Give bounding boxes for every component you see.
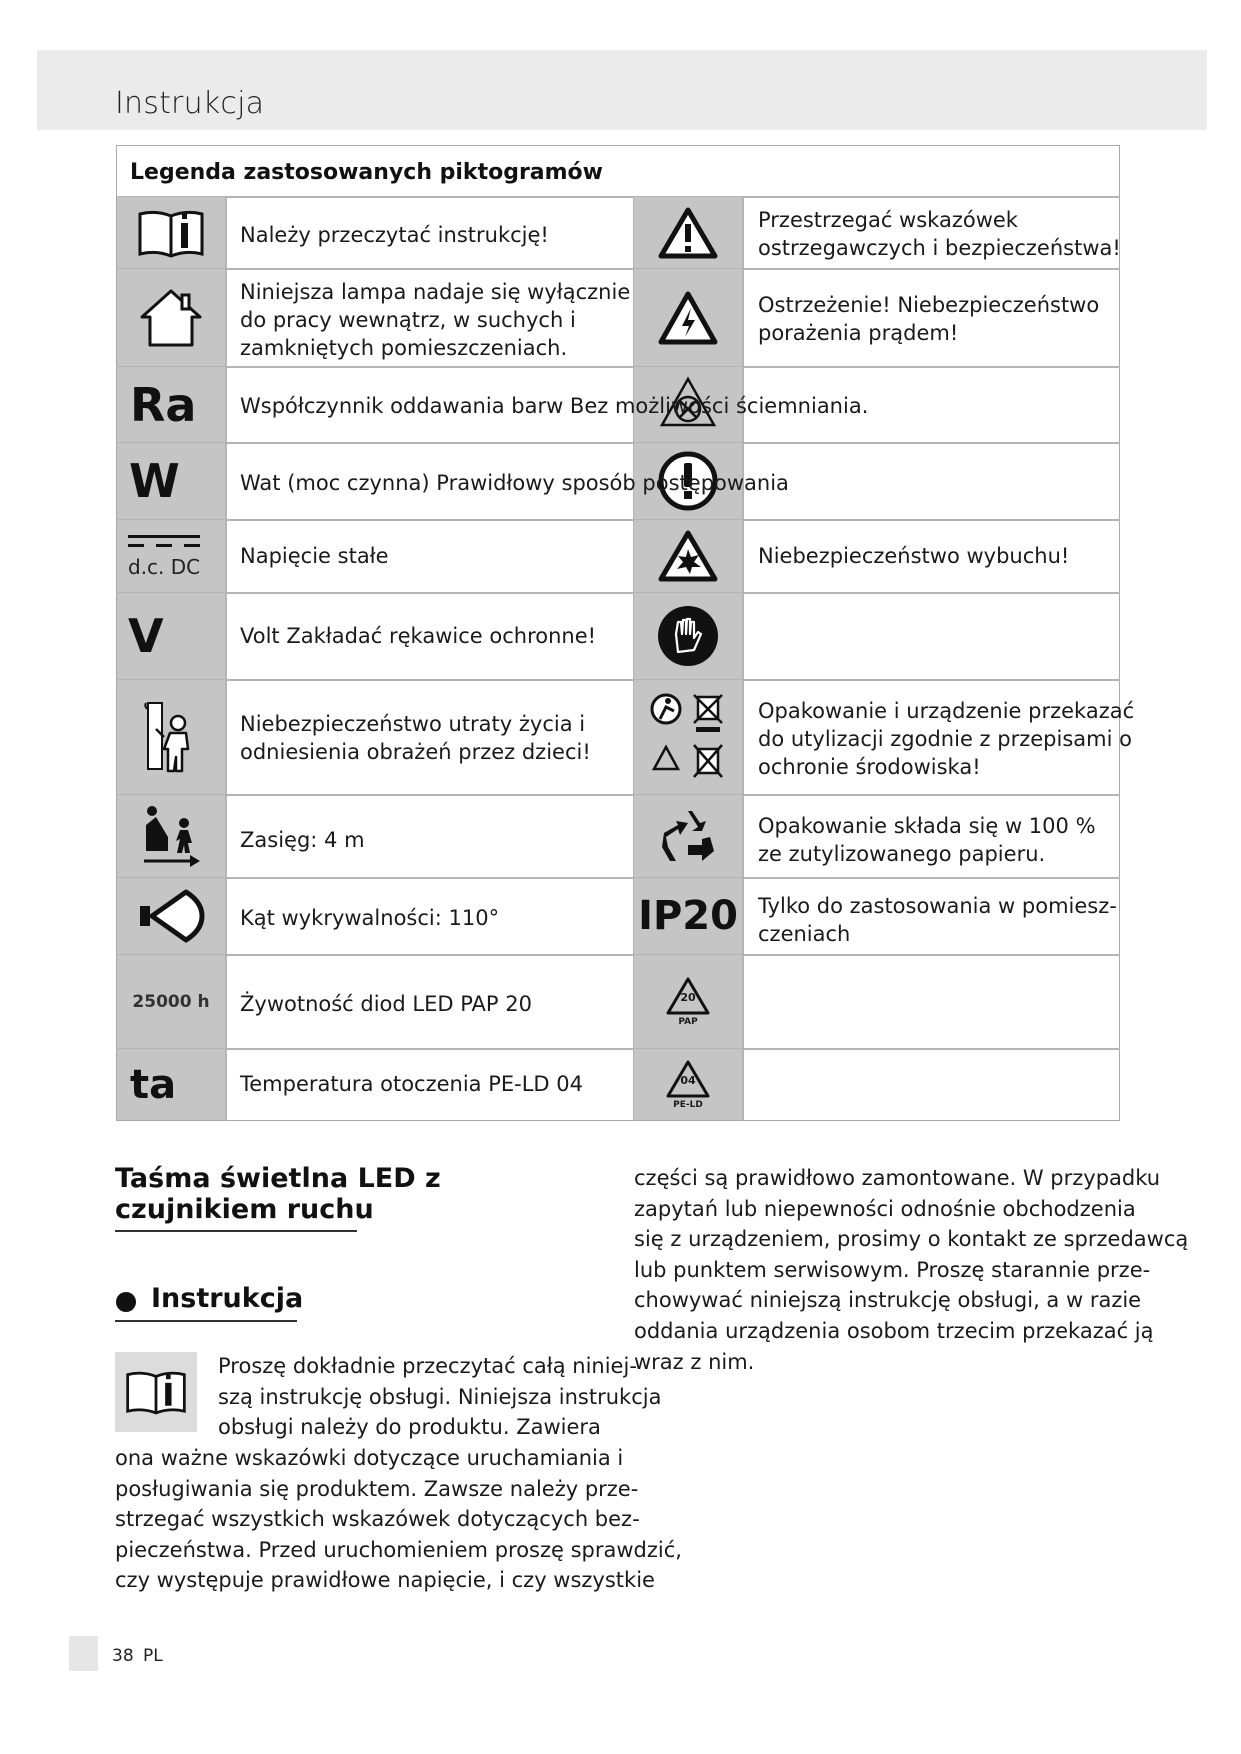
subsection-title-underline [115, 1320, 297, 1322]
legend-row-9-left-icon-cell [117, 955, 225, 1048]
explosion-warning-icon [657, 529, 719, 583]
legend-row-1-right-icon-cell [634, 269, 742, 366]
dc-icon [128, 533, 200, 549]
subsection-title: Instrukcja [151, 1283, 304, 1314]
book-info-icon [136, 206, 206, 260]
recycling-code-icon [664, 1058, 712, 1112]
paragraph-line: czy występuje prawidłowe napięcie, i czy wszystkie [115, 1568, 655, 1593]
recycled-paper-icon [658, 807, 718, 865]
paragraph-line: posługiwania się produktem. Zawsze należy prze- [115, 1476, 639, 1501]
paragraph-line: obsługi należy do produktu. Zawiera [218, 1415, 601, 1440]
legend-row-1-right-line-0: Ostrzeżenie! Niebezpieczeństwo [758, 293, 1100, 317]
legend-title: Legenda zastosowanych piktogramów [130, 160, 603, 185]
legend-row-8-right-icon-cell [634, 878, 742, 954]
legend-row-10-left-line-0: Temperatura otoczenia PE-LD 04 [240, 1072, 583, 1096]
legend-row-8-right-line-0: Tylko do zastosowania w pomiesz- [758, 894, 1117, 918]
ra-symbol: Ra [130, 377, 197, 432]
page-footer [112, 1646, 163, 1666]
legend-row-6-right-line-2: ochronie środowiska! [758, 755, 981, 779]
recycling-code-number: 20 [680, 990, 696, 1004]
legend-row-6-right-line-1: do utylizacji zgodnie z przepisami o [758, 727, 1132, 751]
recycling-code-label: PE-LD [673, 1099, 703, 1110]
watt-symbol: W [129, 454, 180, 508]
paragraph-line: Proszę dokładnie przeczytać całą niniej- [218, 1354, 637, 1378]
legend-row-5-left-line-0: Volt Zakładać rękawice ochronne! [240, 624, 597, 648]
legend-row-6-right-line-0: Opakowanie i urządzenie przekazać [758, 699, 1135, 723]
protective-gloves-icon [656, 604, 720, 668]
section-title-underline [115, 1230, 357, 1232]
recycling-code-icon [664, 975, 712, 1029]
legend-row-2-left-icon-cell [117, 367, 225, 442]
legend-row-7-right-line-1: ze zutylizowanego papieru. [758, 842, 1046, 866]
bullet-icon [116, 1292, 136, 1312]
legend-row-0-right-line-0: Przestrzegać wskazówek [758, 208, 1018, 232]
legend-row-0-left-icon-cell [117, 197, 225, 268]
paragraph-line: chowywać niniejszą instrukcję obsługi, a w razie [634, 1288, 1142, 1313]
paragraph-line: się z urządzeniem, prosimy o kontakt ze sprzedawcą [634, 1227, 1189, 1252]
paragraph-col1-top [218, 1351, 661, 1443]
legend-row-7-right-line-0: Opakowanie składa się w 100 % [758, 814, 1096, 838]
legend-row-3-left-line-0: Wat (moc czynna) Prawidłowy sposób postępowania [240, 471, 789, 495]
paragraph-line: części są prawidłowo zamontowane. W przypadku [634, 1166, 1161, 1190]
legend-row-1-left-line-2: zamkniętych pomieszczeniach. [240, 336, 568, 360]
dc-symbol-label: d.c. DC [128, 555, 201, 579]
disposal-recycling-icon [648, 689, 728, 785]
electric-shock-warning-icon [657, 290, 719, 346]
legend-row-7-right-icon-cell [634, 795, 742, 877]
legend-row-8-right-line-1: czeniach [758, 922, 851, 946]
legend-row-9-right-icon-cell [634, 955, 742, 1048]
legend-row-4-left-line-0: Napięcie stałe [240, 544, 389, 568]
legend-row-1-left-line-0: Niniejsza lampa nadaje się wyłącznie [240, 280, 631, 304]
paragraph-col1-bottom [115, 1443, 682, 1596]
language-code: PL [143, 1646, 163, 1666]
section-title [115, 1163, 441, 1225]
legend-row-0-right-icon-cell [634, 197, 742, 268]
legend-row-1-left-icon-cell [117, 269, 225, 366]
legend-row-6-left-line-1: odniesienia obrażeń przez dzieci! [240, 740, 591, 764]
legend-row-7-left-line-0: Zasięg: 4 m [240, 828, 365, 852]
book-info-icon [124, 1367, 188, 1417]
legend-row-8-left-icon-cell [117, 878, 225, 954]
legend-row-10-left-icon-cell [117, 1049, 225, 1120]
paragraph-line: ona ważne wskazówki dotyczące uruchamiania i [115, 1446, 624, 1470]
section-title-line-0: Taśma świetlna LED z [115, 1163, 441, 1194]
paragraph-line: szą instrukcję obsługi. Niniejsza instrukcja [218, 1384, 662, 1409]
paragraph-line: zapytań lub niepewności odnośnie obchodzenia [634, 1196, 1136, 1221]
legend-row-0-left-line-0: Należy przeczytać instrukcję! [240, 223, 549, 247]
paragraph-line: pieczeństwa. Przed uruchomieniem proszę sprawdzić, [115, 1537, 682, 1562]
paragraph-line: oddania urządzenia osobom trzecim przekazać ją [634, 1318, 1154, 1343]
detection-angle-icon [136, 888, 206, 944]
legend-row-1-left-line-1: do pracy wewnątrz, w suchych i [240, 308, 576, 332]
volt-symbol: V [128, 609, 164, 663]
lifetime-symbol: 25000 h [132, 991, 210, 1012]
legend-row-1-right-line-1: porażenia prądem! [758, 321, 959, 345]
detection-range-icon [140, 803, 202, 869]
recycling-code-number: 04 [680, 1073, 696, 1087]
legend-row-3-left-icon-cell [117, 443, 225, 519]
ta-symbol: ta [130, 1061, 177, 1108]
legend-row-4-right-icon-cell [634, 520, 742, 592]
legend-row-6-left-line-0: Niebezpieczeństwo utraty życia i [240, 712, 586, 736]
recycling-code-label: PAP [678, 1016, 698, 1027]
instruction-book-icon-box [115, 1352, 197, 1432]
section-title-line-1: czujnikiem ruchu [115, 1194, 374, 1225]
warning-triangle-icon [657, 206, 719, 260]
paragraph-line: wraz z nim. [634, 1349, 755, 1374]
legend-row-7-left-icon-cell [117, 795, 225, 877]
legend-row-4-right-line-0: Niebezpieczeństwo wybuchu! [758, 544, 1070, 568]
legend-row-6-right-icon-cell [634, 680, 742, 794]
paragraph-col2 [634, 1163, 1188, 1377]
legend-row-6-left-icon-cell [117, 680, 225, 794]
legend-row-0-right-line-1: ostrzegawczych i bezpieczeństwa! [758, 236, 1121, 260]
ip20-symbol: IP20 [638, 893, 738, 939]
legend-row-2-left-line-0: Współczynnik oddawania barw Bez możliwości ściemniania. [240, 394, 869, 418]
page-number: 38 [112, 1646, 134, 1666]
legend-row-4-left-icon-cell [117, 520, 225, 592]
legend-row-8-left-line-0: Kąt wykrywalności: 110° [240, 906, 500, 930]
legend-row-5-left-icon-cell [117, 593, 225, 679]
paragraph-line: lub punktem serwisowym. Proszę starannie prze- [634, 1257, 1151, 1282]
paragraph-line: strzegać wszystkich wskazówek dotyczących bez- [115, 1507, 640, 1532]
legend-row-5-right-icon-cell [634, 593, 742, 679]
house-indoor-icon [138, 287, 204, 349]
footer-marker [69, 1636, 98, 1671]
legend-row-10-right-icon-cell [634, 1049, 742, 1120]
child-danger-icon [142, 699, 200, 775]
legend-row-9-left-line-0: Żywotność diod LED PAP 20 [240, 992, 532, 1016]
page-header-title: Instrukcja [115, 86, 265, 121]
